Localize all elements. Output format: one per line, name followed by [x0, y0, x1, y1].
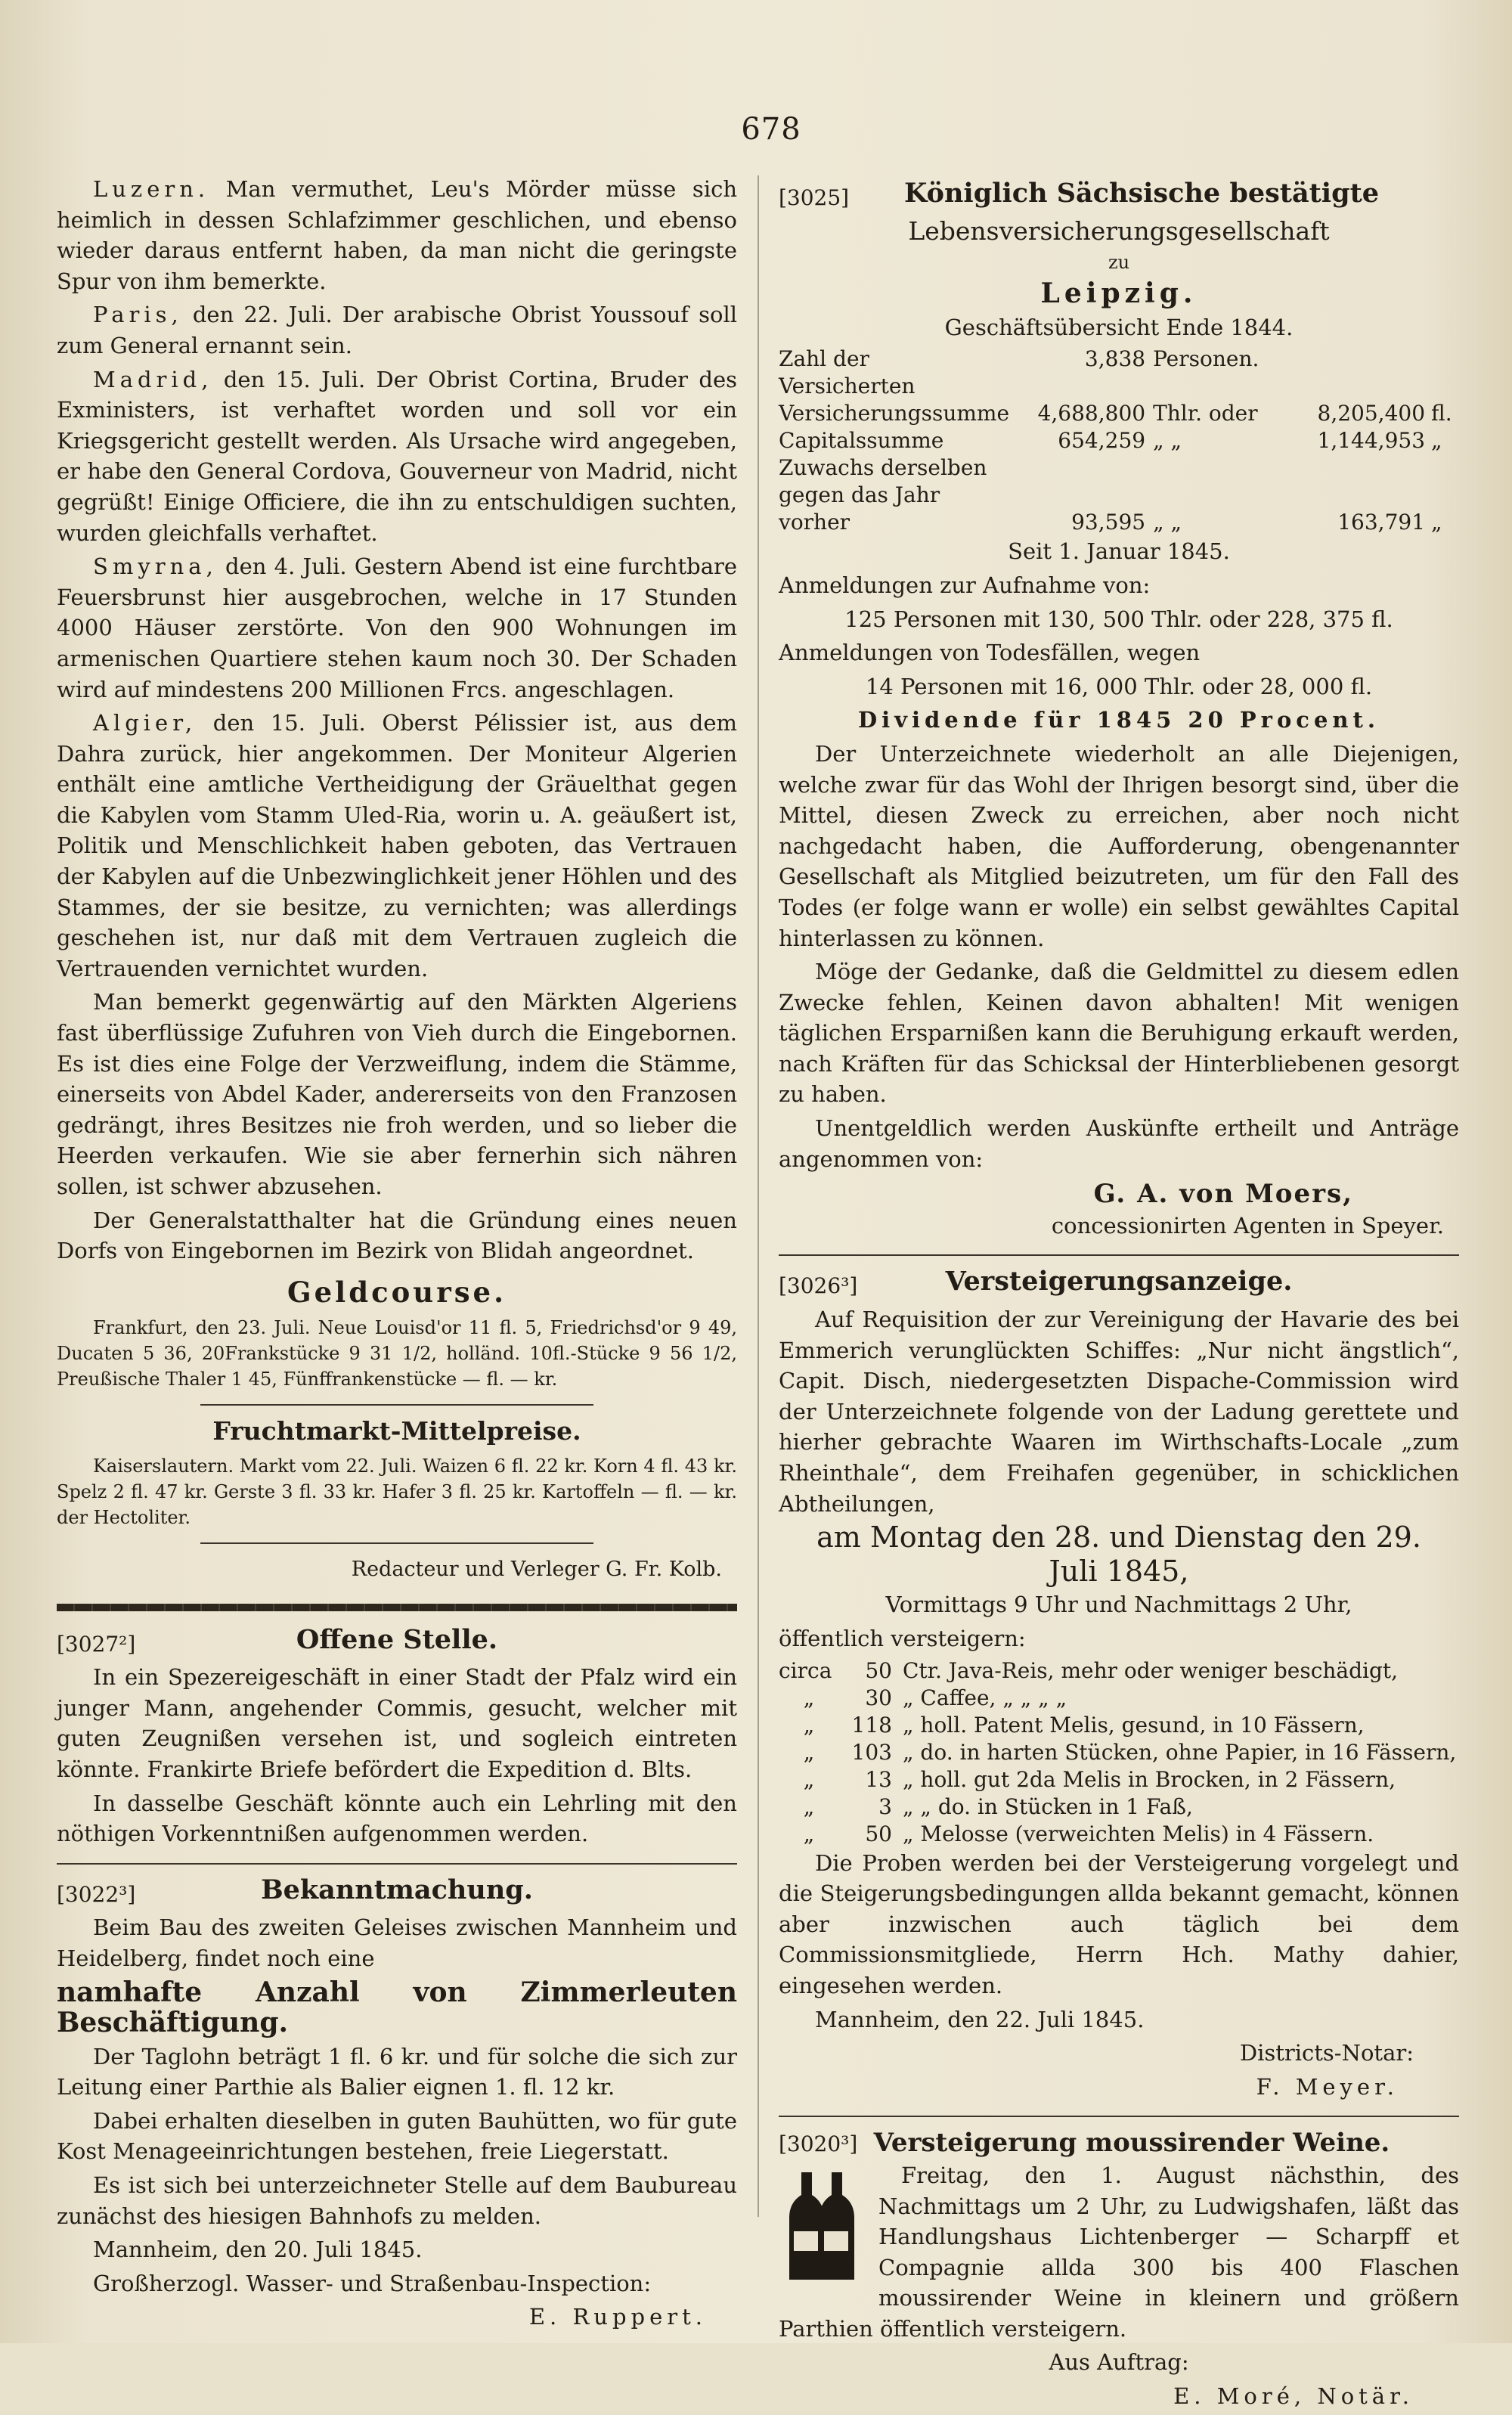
ad-title: Königlich Sächsische bestätigte — [903, 178, 1380, 209]
item-qty: 13 — [865, 1766, 892, 1792]
ad-3025-anm2-value: 14 Personen mit 16, 000 Thlr. oder 28, 000 fl. — [865, 673, 1373, 699]
item-text: „ „ do. in Stücken in 1 Faß, — [903, 1793, 1193, 1819]
news-text: den 15. Juli. Der Obrist Cortina, Bruder des Exministers, ist verhaftet worden und soll vor ein Kriegsgericht gestellt werden. Als Ursache wird angegeben, er habe den General Cordova, Gouverneur von Madrid, nicht gegrüßt! Einige Officiere, die ihn zu entschuldigen suchten, wurden gleichfalls verhaftet. — [57, 366, 737, 546]
news-madrid — [57, 364, 737, 549]
section-divider — [200, 1404, 593, 1406]
table-row — [779, 454, 1459, 536]
news-algier-markets — [57, 987, 737, 1201]
item-text: „ holl. gut 2da Melis in Brocken, in 2 Fässern, — [903, 1766, 1396, 1792]
ad-3025-dividend: Dividende für 1845 20 Procent. — [858, 707, 1380, 733]
row-label: Zuwachs derselben gegen das Jahr vorher — [779, 455, 987, 535]
ad-3022-text-3: Dabei erhalten dieselben in guten Bauhütten, wo für gute Kost Menageeinrichtungen bestehen, freie Liegerstatt. — [57, 2107, 737, 2165]
ad-3026-body: Auf Requisition der zur Vereinigung der Havarie des bei Emmerich verunglückten Schiffes: „Nur nicht ängstlich“, Capit. Disch, niedergesetzten Dispache-Commission wird der Unterzeichnete folgende von der Ladung gerettete und hierher gebrachte Waaren im Wirthschafts-Locale „zum Rheinthale“, dem Freihafen gegenüber, in schicklichen Abtheilungen, — [779, 1307, 1459, 1517]
imprint: Redacteur und Verleger G. Fr. Kolb. — [351, 1557, 722, 1581]
ad-3022-header — [57, 1875, 737, 1907]
row-unit-2: fl. — [1431, 401, 1452, 426]
ad-title: Versteigerungsanzeige. — [945, 1266, 1293, 1297]
news-algier-village — [57, 1205, 737, 1266]
row-unit-2: „ — [1431, 428, 1442, 454]
list-item — [779, 1657, 1459, 1685]
news-text: Man bemerkt gegenwärtig auf den Märkten Algeriens fast überflüssige Zufuhren von Vieh durch die Eingebornen. Es ist dies eine Folge der Verzweiflung, indem die Stämme, einerseits von Abdel Kader, andererseits von den Franzosen gedrängt, ihres Besitzes nie froh werden, und so lieber die Heerden verkaufen. Wie sie aber fernerhin sich nähren sollen, ist schwer abzusehen. — [57, 989, 737, 1199]
ad-3026-date-line-2: Juli 1845, — [1049, 1554, 1189, 1588]
ad-3025-title-2: Lebensversicherungsgesellschaft — [908, 215, 1330, 246]
ad-3025-anm1-value: 125 Personen mit 130, 500 Thlr. oder 228, 375 fl. — [844, 606, 1393, 632]
item-qty: 103 — [851, 1739, 892, 1765]
row-unit-2 — [1425, 346, 1459, 400]
item-prefix: „ — [803, 1712, 815, 1738]
news-text: den 22. Juli. Der arabische Obrist Youssouf soll zum General ernannt sein. — [57, 302, 737, 358]
ad-divider — [779, 1254, 1459, 1256]
row-value: 3,838 — [1084, 346, 1146, 372]
ad-title: Offene Stelle. — [296, 1623, 498, 1655]
row-unit: Personen. — [1153, 346, 1259, 372]
item-prefix: „ — [803, 1766, 815, 1792]
ad-3025-zu: zu — [1108, 252, 1130, 274]
ad-3025-table — [779, 346, 1459, 536]
row-unit: Thlr. oder — [1153, 401, 1258, 426]
row-unit: „ „ — [1153, 510, 1182, 535]
item-qty: 3 — [878, 1793, 892, 1819]
ad-3026-time: Vormittags 9 Uhr und Nachmittags 2 Uhr, — [885, 1592, 1352, 1618]
ad-3022-text-2: Der Taglohn beträgt 1 fl. 6 kr. und für solche die sich zur Leitung einer Parthie als Balier eignen 1. fl. 12 kr. — [57, 2043, 737, 2100]
news-place: Algier, — [93, 710, 197, 736]
list-item — [779, 1766, 1459, 1793]
ad-3025-agent-note: concessionirten Agenten in Speyer. — [1051, 1212, 1444, 1239]
ad-3020-header — [779, 2128, 1459, 2160]
item-text: „ holl. Patent Melis, gesund, in 10 Fässern, — [903, 1712, 1365, 1738]
ad-3026-public: öffentlich versteigern: — [779, 1625, 1026, 1651]
news-place: Paris, — [93, 302, 183, 328]
row-value-2: 163,791 — [1337, 510, 1426, 535]
ad-3025-body-3: Unentgeldlich werden Auskünfte ertheilt und Anträge angenommen von: — [779, 1115, 1459, 1172]
row-value: 654,259 — [1058, 428, 1146, 454]
right-column — [779, 174, 1459, 2415]
ad-number: [3020³] — [779, 2131, 858, 2157]
geldcourse-title: Geldcourse. — [287, 1275, 507, 1309]
news-place: Luzern. — [93, 176, 210, 202]
ad-number: [3027²] — [57, 1631, 136, 1657]
ad-3025-overview: Geschäftsübersicht Ende 1844. — [944, 314, 1294, 340]
ad-3022-text: Beim Bau des zweiten Geleises zwischen Mannheim und Heidelberg, findet noch eine — [57, 1914, 737, 1971]
ad-3026-items — [779, 1657, 1459, 1848]
row-value: 4,688,800 — [1037, 401, 1146, 426]
item-qty: 50 — [865, 1657, 892, 1683]
list-item — [779, 1712, 1459, 1739]
ad-3022-text-4: Es ist sich bei unterzeichneter Stelle auf dem Baubureau zunächst des hiesigen Bahnhofs zu melden. — [57, 2172, 737, 2229]
ad-3027-text-2: In dasselbe Geschäft könnte auch ein Lehrling mit den nöthigen Vorkenntnißen aufgenommen werden. — [57, 1790, 737, 1847]
news-text: den 4. Juli. Gestern Abend ist eine furchtbare Feuersbrunst hier ausgebrochen, welche in 17 Stunden 4000 Häuser zerstörte. Von den 900 Wohnungen im armenischen Quartiere stehen kaum noch 30. Der Schaden wird auf mindestens 200 Millionen Frcs. angeschlagen. — [57, 553, 738, 702]
ad-3020-auftrag: Aus Auftrag: — [1049, 2349, 1189, 2376]
ad-title: Versteigerung moussirender Weine. — [873, 2128, 1390, 2159]
ad-3025-anm2: Anmeldungen von Todesfällen, wegen — [779, 640, 1201, 666]
ad-3025-body-2: Möge der Gedanke, daß die Geldmittel zu diesem edlen Zwecke fehlen, Keinen davon abhalten! Mit wenigen täglichen Ersparnißen kann die Beruhigung erkauft werden, nach Kräften für das Schicksal der Hinterbliebenen gesorgt zu haben. — [779, 959, 1459, 1108]
page-number: 678 — [741, 112, 801, 147]
section-divider — [200, 1542, 593, 1544]
news-text: Man vermuthet, Leu's Mörder müsse sich heimlich in dessen Schlafzimmer geschlichen, und ebenso wieder daraus entfernt haben, da man nicht die geringste Spur von ihm bemerkte. — [57, 176, 738, 294]
ad-3026-header — [779, 1266, 1459, 1298]
news-algier — [57, 708, 737, 984]
table-row — [779, 346, 1459, 400]
list-item — [779, 1685, 1459, 1712]
row-value-2: 1,144,953 — [1317, 428, 1426, 454]
ad-divider — [57, 1863, 737, 1865]
ad-3022-signature: E. Ruppert. — [528, 2304, 707, 2330]
table-row — [779, 427, 1459, 454]
item-text: „ do. in harten Stücken, ohne Papier, in 16 Fässern, — [903, 1739, 1457, 1765]
ad-3020-body-block — [779, 2160, 1459, 2345]
row-unit: „ „ — [1153, 428, 1182, 454]
ad-title: Bekanntmachung. — [261, 1874, 533, 1905]
news-place: Smyrna, — [93, 553, 218, 580]
ad-3022-highlight: namhafte Anzahl von Zimmerleuten Beschäftigung. — [57, 1976, 737, 2039]
item-prefix: „ — [803, 1793, 815, 1819]
ad-3025-since: Seit 1. Januar 1845. — [1008, 538, 1230, 565]
item-text: Ctr. Java-Reis, mehr oder weniger beschädigt, — [903, 1657, 1399, 1683]
ad-3025-body: Der Unterzeichnete wiederholt an alle Diejenigen, welche zwar für das Wohl der Ihrigen besorgt sind, über die Mittel, diesen Zweck zu erreichen, aber noch nicht nachgedacht haben, die Aufforderung, obengenannter Gesellschaft als Mitglied beizutreten, um für den Fall des Todes (er folge wann er wolle) ein selbst gewähltes Capital hinterlassen zu können. — [779, 740, 1459, 951]
ad-number: [3025] — [779, 185, 850, 210]
agent-name: G. A. von Moers, — [1093, 1179, 1353, 1210]
ad-3025-agent — [779, 1179, 1353, 1211]
ad-3020-body: Freitag, den 1. August nächsthin, des Nachmittags um 2 Uhr, zu Ludwigshafen, läßt das Handlungshaus Lichtenberger — Scharpff et Compagnie allda 300 bis 400 Flaschen moussirender Weine in kleinern und größern Parthien öffentlich versteigern. — [779, 2162, 1459, 2342]
item-text: „ Caffee, „ „ „ „ — [903, 1685, 1067, 1710]
list-item — [779, 1821, 1459, 1848]
ad-3022-date: Mannheim, den 20. Juli 1845. — [93, 2237, 423, 2263]
item-qty: 50 — [865, 1821, 892, 1846]
ad-3025-city: Leipzig. — [1040, 277, 1198, 310]
news-luzern — [57, 174, 737, 296]
list-item — [779, 1739, 1459, 1766]
ad-3025-anm1: Anmeldungen zur Aufnahme von: — [779, 572, 1151, 598]
heavy-divider — [57, 1604, 737, 1611]
ad-number: [3022³] — [57, 1881, 136, 1907]
left-column — [57, 174, 737, 2336]
item-qty: 30 — [865, 1685, 892, 1710]
item-prefix: „ — [803, 1685, 815, 1710]
geldcourse-text: Frankfurt, den 23. Juli. Neue Louisd'or 11 fl. 5, Friedrichsd'or 9 49, Ducaten 5 36, 20Frankstücke 9 31 1/2, holländ. 10fl.-Stücke 9 56 1/2, Preußische Thaler 1 45, Fünffrankenstücke — fl. — kr. — [57, 1317, 737, 1390]
row-label: Capitalssumme — [779, 428, 944, 454]
news-smyrna — [57, 551, 737, 705]
news-text: Der Generalstatthalter hat die Gründung eines neuen Dorfs von Eingebornen im Bezirk von Blidah angeordnet. — [57, 1207, 737, 1264]
item-qty: 118 — [851, 1712, 892, 1738]
news-text: den 15. Juli. Oberst Pélissier ist, aus dem Dahra zurück, hier angekommen. Der Moniteur Algerien enthält eine amtliche Vertheidigung der Gräuelthat gegen die Kabylen vom Stamm Uled-Ria, worin u. A. geäußert ist, Politik und Menschlichkeit haben geboten, das Vertrauen der Kabylen auf die Unbezwinglichkeit jener Höhlen und des Stammes, der sie besitze, zu vernichten; was allerdings geschehen ist, nur daß mit dem Vertrauen zugleich die Vertrauenden vernichtet wurden. — [57, 710, 737, 981]
row-value: 93,595 — [1071, 510, 1146, 535]
ad-3027-header — [57, 1625, 737, 1657]
table-row — [779, 400, 1459, 427]
ad-3025-header — [779, 178, 1459, 210]
item-prefix: „ — [803, 1821, 815, 1846]
row-value-2 — [1289, 346, 1425, 400]
news-place: Madrid, — [93, 366, 213, 392]
row-label: Zahl der Versicherten — [779, 346, 916, 399]
wine-bottles-icon — [779, 2165, 868, 2286]
row-label: Versicherungssumme — [779, 401, 1010, 426]
row-unit-2: „ — [1431, 510, 1442, 535]
row-value-2: 8,205,400 — [1317, 401, 1426, 426]
ad-3026-proben: Die Proben werden bei der Versteigerung vorgelegt und die Steigerungsbedingungen allda bekannt gemacht, können aber inzwischen auch täglich bei dem Commissionsmitgliede, Herrn Hch. Mathy dahier, eingesehen werden. — [779, 1849, 1459, 1998]
ad-3026-date-line: am Montag den 28. und Dienstag den 29. — [816, 1521, 1421, 1555]
item-text: „ Melosse (verweichten Melis) in 4 Fässern. — [903, 1821, 1374, 1846]
ad-3026-office: Districts-Notar: — [1239, 2040, 1414, 2066]
ad-3022-office: Großherzogl. Wasser- und Straßenbau-Inspection: — [93, 2270, 652, 2296]
column-divider — [758, 175, 759, 2217]
news-paris — [57, 299, 737, 361]
ad-3026-date: Mannheim, den 22. Juli 1845. — [815, 2006, 1145, 2032]
item-prefix: circa — [779, 1657, 832, 1683]
ad-3026-signature: F. Meyer. — [1256, 2073, 1399, 2100]
ad-3020-signature: E. Moré, Notär. — [1173, 2383, 1414, 2410]
ad-divider — [779, 2116, 1459, 2117]
fruchtmarkt-title: Fruchtmarkt-Mittelpreise. — [212, 1416, 581, 1446]
list-item — [779, 1793, 1459, 1821]
fruchtmarkt-text: Kaiserslautern. Markt vom 22. Juli. Waizen 6 fl. 22 kr. Korn 4 fl. 43 kr. Spelz 2 fl. 47 kr. Gerste 3 fl. 33 kr. Hafer 3 fl. 25 kr. Kartoffeln — fl. — kr. der Hectoliter. — [57, 1455, 737, 1528]
item-prefix: „ — [803, 1739, 815, 1765]
ad-3027-text: In ein Spezereigeschäft in einer Stadt der Pfalz wird ein junger Mann, angehender Commis, gesucht, welcher mit guten Zeugnißen versehen ist, und sogleich eintreten könnte. Frankirte Briefe befördert die Expedition d. Blts. — [57, 1664, 737, 1782]
ad-number: [3026³] — [779, 1273, 858, 1299]
